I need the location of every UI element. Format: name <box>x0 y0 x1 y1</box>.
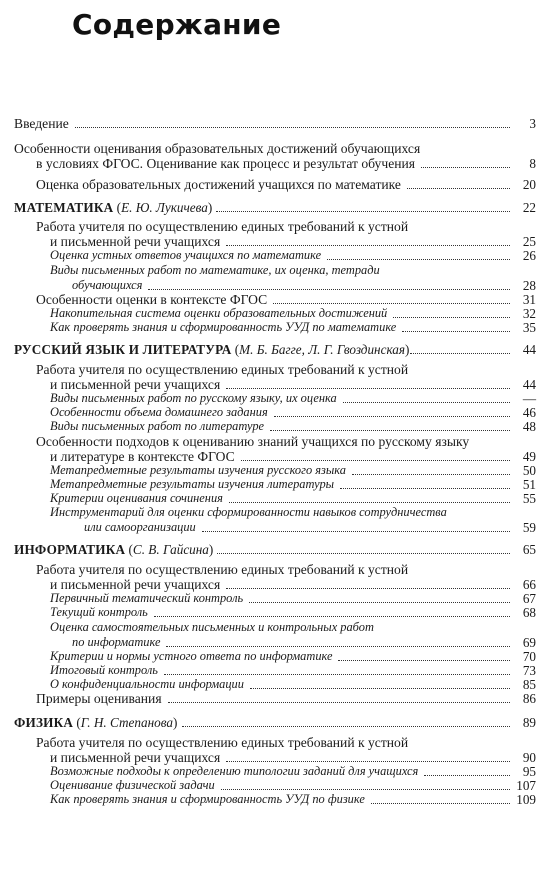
dot-leader <box>229 502 510 503</box>
dot-leader <box>216 211 510 212</box>
toc-page-number: 73 <box>522 663 536 678</box>
toc-page-number: 8 <box>529 156 536 171</box>
toc-entry-title: Виды письменных работ по русскому языку, их оценка <box>50 391 337 405</box>
toc-entry-title: Работа учителя по осуществлению единых требований к устной <box>36 219 409 234</box>
toc-entry[interactable] <box>0 342 548 357</box>
toc-entry[interactable] <box>0 419 548 434</box>
toc-entry-line <box>0 477 548 492</box>
dot-leader <box>250 688 510 689</box>
toc-page-number: — <box>522 391 536 406</box>
toc-entry-title: Оценивание физической задачи <box>50 778 215 792</box>
toc-entry-line <box>0 278 548 293</box>
toc-entry-title: О конфиденциальности информации <box>50 677 244 691</box>
toc-entry-title: Инструментарий для оценки сформированности навыков сотрудничества <box>50 505 447 519</box>
toc-entry-line <box>0 219 548 234</box>
toc-entry[interactable] <box>0 691 548 706</box>
dot-leader <box>407 188 510 189</box>
toc-entry-line <box>0 263 548 278</box>
toc-entry-line <box>0 577 548 592</box>
toc-subject: РУССКИЙ ЯЗЫК И ЛИТЕРАТУРА <box>14 342 232 357</box>
toc-entry-line <box>0 141 548 156</box>
toc-entry-line <box>0 778 548 793</box>
toc-page-number: 86 <box>522 691 536 706</box>
toc-entry[interactable] <box>0 463 548 478</box>
toc-entry-line <box>0 463 548 478</box>
toc-entry-line <box>0 620 548 635</box>
toc-entry-title: Возможные подходы к определению типологии заданий для учащихся <box>50 764 419 778</box>
toc-page-number: 46 <box>522 405 536 420</box>
toc-entry-title: Работа учителя по осуществлению единых требований к устной <box>36 562 409 577</box>
dot-leader <box>410 353 510 354</box>
toc-entry-line <box>0 391 548 406</box>
toc-author: М. Б. Багге, Л. Г. Гвоздинская <box>239 342 406 357</box>
dot-leader <box>148 289 510 290</box>
toc-entry[interactable] <box>0 649 548 664</box>
toc-entry[interactable] <box>0 141 548 171</box>
toc-entry-line <box>0 248 548 263</box>
dot-leader <box>424 775 510 776</box>
dot-leader <box>226 588 510 589</box>
toc-entry-continuation: и письменной речи учащихся <box>50 234 221 249</box>
toc-entry[interactable] <box>0 677 548 692</box>
toc-entry-line <box>0 156 548 171</box>
toc-entry-line <box>0 342 548 357</box>
toc-entry[interactable] <box>0 320 548 335</box>
dot-leader <box>202 531 510 532</box>
toc-page-number: 90 <box>522 750 536 765</box>
toc-entry-line <box>0 292 548 307</box>
toc-entry[interactable] <box>0 735 548 765</box>
toc-page-number: 35 <box>522 320 536 335</box>
toc-entry-title: Особенности оценки в контексте ФГОС <box>36 292 268 307</box>
toc-entry-line <box>0 649 548 664</box>
dot-leader <box>352 474 510 475</box>
toc-page-number: 44 <box>522 342 536 357</box>
toc-entry-line <box>0 234 548 249</box>
dot-leader <box>221 789 510 790</box>
toc-page-number: 3 <box>529 116 536 131</box>
toc-entry-line <box>0 177 548 192</box>
toc-entry[interactable] <box>0 505 548 535</box>
toc-page-number: 68 <box>522 605 536 620</box>
toc-entry-continuation: и письменной речи учащихся <box>50 377 221 392</box>
toc-subject: ИНФОРМАТИКА <box>14 542 126 557</box>
toc-entry[interactable] <box>0 715 548 730</box>
dot-leader <box>270 430 510 431</box>
toc-subject-heading <box>14 342 409 357</box>
toc-entry-line <box>0 520 548 535</box>
dot-leader <box>154 616 510 617</box>
toc-entry-title: Критерии и нормы устного ответа по информатике <box>50 649 333 663</box>
toc-entry-title: Как проверять знания и сформированность УУД по физике <box>50 792 365 806</box>
paren-close: ) <box>208 542 214 557</box>
toc-entry-continuation: и письменной речи учащихся <box>50 577 221 592</box>
toc-page-number: 69 <box>522 635 536 650</box>
toc-entry-continuation: или самоорганизации <box>84 520 196 534</box>
toc-entry-line <box>0 605 548 620</box>
toc-entry[interactable] <box>0 177 548 192</box>
toc-entry[interactable] <box>0 605 548 620</box>
toc-entry[interactable] <box>0 434 548 464</box>
toc-entry[interactable] <box>0 477 548 492</box>
toc-page-number: 85 <box>522 677 536 692</box>
toc-entry-line <box>0 434 548 449</box>
toc-entry-line <box>0 320 548 335</box>
dot-leader <box>274 416 510 417</box>
toc-entry[interactable] <box>0 491 548 506</box>
toc-page-number: 51 <box>522 477 536 492</box>
toc-entry[interactable] <box>0 391 548 406</box>
dot-leader <box>226 245 510 246</box>
toc-entry-line <box>0 663 548 678</box>
toc-entry[interactable] <box>0 292 548 307</box>
dot-leader <box>164 674 510 675</box>
toc-entry-line <box>0 591 548 606</box>
toc-entry-title: Накопительная система оценки образовательных достижений <box>50 306 388 320</box>
toc-page-number: 107 <box>516 778 536 793</box>
toc-entry[interactable] <box>0 620 548 650</box>
toc-page-number: 67 <box>522 591 536 606</box>
toc-entry[interactable] <box>0 764 548 779</box>
toc-entry[interactable] <box>0 405 548 420</box>
toc-entry-continuation: в условиях ФГОС. Оценивание как процесс и результат обучения <box>36 156 416 171</box>
toc-entry-title: Первичный тематический контроль <box>50 591 244 605</box>
toc-entry[interactable] <box>0 542 548 557</box>
toc-page-number: 109 <box>516 792 536 807</box>
dot-leader <box>241 460 510 461</box>
toc-page-number: 89 <box>522 715 536 730</box>
dot-leader <box>340 488 510 489</box>
toc-entry-line <box>0 449 548 464</box>
toc-entry[interactable] <box>0 792 548 807</box>
toc-entry-line <box>0 562 548 577</box>
toc-entry-line <box>0 116 548 131</box>
toc-page-number: 31 <box>522 292 536 307</box>
toc-entry-line <box>0 405 548 420</box>
toc-entry-title: Виды письменных работ по математике, их оценка, тетради <box>50 263 380 277</box>
dot-leader <box>402 331 510 332</box>
toc-entry-title: Оценка устных ответов учащихся по математике <box>50 248 322 262</box>
toc-entry-title: Метапредметные результаты изучения русского языка <box>50 463 346 477</box>
toc-entry[interactable] <box>0 663 548 678</box>
toc-entry-title: Оценка образовательных достижений учащихся по математике <box>36 177 401 192</box>
toc-page-number: 44 <box>522 377 536 392</box>
toc-subject-heading <box>14 542 213 557</box>
paren-close: ) <box>207 200 213 215</box>
toc-page-number: 55 <box>522 491 536 506</box>
toc-entry[interactable] <box>0 306 548 321</box>
toc-entry-line <box>0 677 548 692</box>
toc-entry-title: Критерии оценивания сочинения <box>50 491 223 505</box>
toc-author: Е. Ю. Лукичева <box>121 200 208 215</box>
toc-entry-title: Виды письменных работ по литературе <box>50 419 265 433</box>
paren-close: ) <box>405 342 410 357</box>
toc-entry[interactable] <box>0 591 548 606</box>
paren-open: ( <box>231 342 240 357</box>
toc-entry-line <box>0 735 548 750</box>
toc-entry[interactable] <box>0 116 548 131</box>
toc-entry-line <box>0 764 548 779</box>
dot-leader <box>421 167 510 168</box>
toc-page-number: 22 <box>522 200 536 215</box>
dot-leader <box>166 646 510 647</box>
toc-entry-line <box>0 377 548 392</box>
toc-entry[interactable] <box>0 248 548 263</box>
paren-open: ( <box>125 542 133 557</box>
toc-entry-title: Метапредметные результаты изучения литературы <box>50 477 335 491</box>
toc-entry-continuation: и литературе в контексте ФГОС <box>50 449 235 464</box>
toc-entry-line <box>0 792 548 807</box>
paren-close: ) <box>172 715 178 730</box>
toc-entry-line <box>0 542 548 557</box>
toc-entry-title: Как проверять знания и сформированность УУД по математике <box>50 320 397 334</box>
toc-subject: ФИЗИКА <box>14 715 74 730</box>
toc-entry-line <box>0 419 548 434</box>
toc-entry-line <box>0 715 548 730</box>
toc-page-number: 26 <box>522 248 536 263</box>
toc-entry[interactable] <box>0 219 548 249</box>
toc-entry-title: Работа учителя по осуществлению единых требований к устной <box>36 362 409 377</box>
toc-entry[interactable] <box>0 200 548 215</box>
toc-entry-line <box>0 635 548 650</box>
toc-page-number: 49 <box>522 449 536 464</box>
toc-entry[interactable] <box>0 562 548 592</box>
toc-page-number: 95 <box>522 764 536 779</box>
toc-entry-line <box>0 491 548 506</box>
toc-entry-title: Особенности оценивания образовательных достижений обучающихся <box>14 141 421 156</box>
toc-entry-continuation: по информатике <box>72 635 161 649</box>
dot-leader <box>226 761 510 762</box>
dot-leader <box>327 259 510 260</box>
toc-entry-continuation: обучающихся <box>72 278 143 292</box>
toc-page-number: 66 <box>522 577 536 592</box>
toc-page-number: 20 <box>522 177 536 192</box>
toc-entry-title: Особенности объема домашнего задания <box>50 405 268 419</box>
toc-entry-line <box>0 306 548 321</box>
toc-page-number: 59 <box>522 520 536 535</box>
toc-entry-title: Введение <box>14 116 69 131</box>
toc-subject: МАТЕМАТИКА <box>14 200 114 215</box>
page-title: Содержание <box>72 8 282 41</box>
dot-leader <box>273 303 510 304</box>
toc-page-number: 48 <box>522 419 536 434</box>
toc-page-number: 50 <box>522 463 536 478</box>
toc-entry-title: Примеры оценивания <box>36 691 162 706</box>
toc-page-number: 32 <box>522 306 536 321</box>
toc-entry-continuation: и письменной речи учащихся <box>50 750 221 765</box>
toc-entry[interactable] <box>0 778 548 793</box>
dot-leader <box>343 402 510 403</box>
dot-leader <box>168 702 510 703</box>
toc-subject-heading <box>14 715 177 730</box>
toc-entry-line <box>0 505 548 520</box>
paren-open: ( <box>113 200 122 215</box>
toc-entry-title: Особенности подходов к оцениванию знаний учащихся по русскому языку <box>36 434 470 449</box>
toc-entry[interactable] <box>0 263 548 293</box>
toc-page-number: 25 <box>522 234 536 249</box>
toc-author: Г. Н. Степанова <box>80 715 173 730</box>
toc-entry-line <box>0 691 548 706</box>
toc-entry-title: Работа учителя по осуществлению единых требований к устной <box>36 735 409 750</box>
toc-author: С. В. Гайсина <box>132 542 209 557</box>
dot-leader <box>371 803 510 804</box>
toc-page-number: 70 <box>522 649 536 664</box>
toc-entry-line <box>0 750 548 765</box>
dot-leader <box>338 660 510 661</box>
paren-open: ( <box>73 715 81 730</box>
dot-leader <box>75 127 510 128</box>
dot-leader <box>217 553 510 554</box>
toc-subject-heading <box>14 200 212 215</box>
dot-leader <box>393 317 510 318</box>
dot-leader <box>226 388 510 389</box>
toc-entry-title: Текущий контроль <box>50 605 148 619</box>
toc-page-number: 28 <box>522 278 536 293</box>
toc-entry[interactable] <box>0 362 548 392</box>
dot-leader <box>249 602 510 603</box>
toc-entry-line <box>0 200 548 215</box>
toc-entry-line <box>0 362 548 377</box>
toc-entry-title: Оценка самостоятельных письменных и контрольных работ <box>50 620 374 634</box>
dot-leader <box>182 726 510 727</box>
toc-entry-title: Итоговый контроль <box>50 663 158 677</box>
toc-page-number: 65 <box>522 542 536 557</box>
